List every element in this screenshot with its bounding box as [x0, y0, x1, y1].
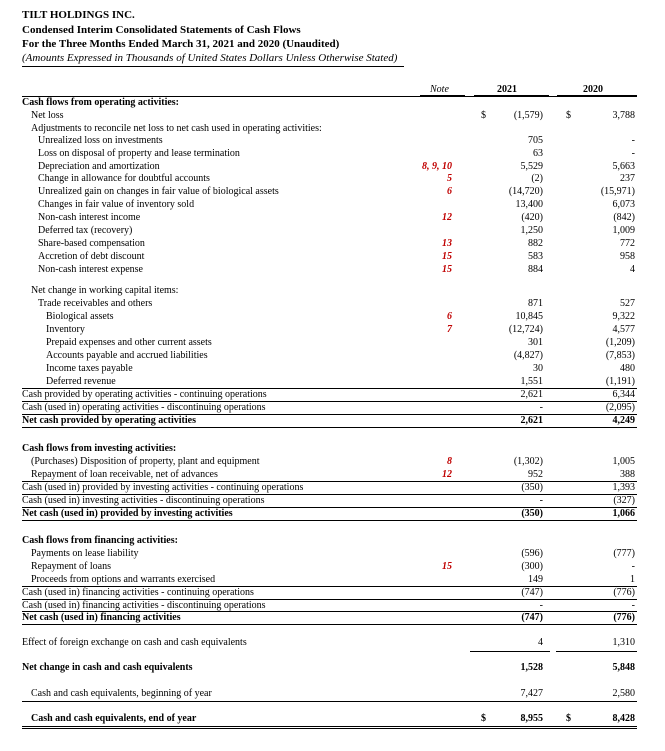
table-row: [0, 375, 665, 388]
table-row: [0, 250, 665, 263]
value-2021: 1,528: [520, 662, 543, 673]
value-2020: -: [631, 561, 635, 572]
value-2020: -: [631, 600, 635, 611]
value-2020: 2,580: [612, 688, 635, 699]
value-2020: 527: [620, 298, 635, 309]
value-2020: (2,095): [605, 402, 635, 413]
row-rule: [22, 624, 637, 625]
row-label: Deferred tax (recovery): [38, 225, 133, 236]
total-label: Net cash (used in) provided by investing activities: [22, 508, 233, 519]
table-row: [0, 401, 665, 414]
value-2020: 1,310: [612, 637, 635, 648]
table-row: [0, 455, 665, 468]
value-2021: (747): [521, 587, 543, 598]
table-row: [0, 349, 665, 362]
value-2021: 8,955: [520, 713, 543, 724]
value-2021: (350): [521, 482, 543, 493]
row-rule: [22, 728, 637, 729]
table-row: [0, 172, 665, 185]
value-2020: 237: [620, 173, 635, 184]
value-2021: (4,827): [513, 350, 543, 361]
table-row: [0, 547, 665, 560]
table-row: [0, 297, 665, 310]
note-reference: 5: [447, 173, 452, 184]
row-label: Depreciation and amortization: [38, 161, 160, 172]
value-2020: 958: [620, 251, 635, 262]
statement-units: (Amounts Expressed in Thousands of United States Dollars Unless Otherwise Stated): [22, 52, 398, 64]
row-label: Net loss: [31, 110, 64, 121]
row-label: Cash (used in) investing activities - discontinuing operations: [22, 495, 265, 506]
value-2021: (14,720): [508, 186, 543, 197]
value-2021: (2): [531, 173, 543, 184]
value-2021: -: [539, 402, 543, 413]
row-label: Accretion of debt discount: [38, 251, 145, 262]
table-row: [0, 96, 665, 109]
row-label: Trade receivables and others: [38, 298, 153, 309]
table-row: [0, 147, 665, 160]
value-2021: 63: [533, 148, 543, 159]
note-reference: 12: [442, 212, 452, 223]
table-row: [0, 362, 665, 375]
note-reference: 6: [447, 186, 452, 197]
table-row: [0, 211, 665, 224]
value-2020: 772: [620, 238, 635, 249]
value-2021: 882: [528, 238, 543, 249]
table-row: [0, 481, 665, 494]
dollar-sign: $: [566, 110, 571, 121]
subtotal-rule: [470, 651, 550, 652]
row-label: Effect of foreign exchange on cash and cash equivalents: [22, 637, 247, 648]
value-2021: 952: [528, 469, 543, 480]
column-2021: 2021: [497, 84, 517, 95]
company-name: TILT HOLDINGS INC.: [22, 9, 135, 21]
value-2020: 4: [630, 264, 635, 275]
value-2021: (747): [521, 612, 543, 623]
value-2020: 5,663: [612, 161, 635, 172]
table-row: [0, 310, 665, 323]
value-2020: 5,848: [612, 662, 635, 673]
value-2020: (1,191): [605, 376, 635, 387]
value-2021: 13,400: [515, 199, 543, 210]
section-heading: Cash flows from operating activities:: [22, 97, 180, 108]
value-2020: (327): [613, 495, 635, 506]
table-row: [0, 586, 665, 599]
note-reference: 8, 9, 10: [422, 161, 452, 172]
table-row: [0, 198, 665, 211]
row-label: Repayment of loans: [31, 561, 111, 572]
value-2020: 4,577: [612, 324, 635, 335]
value-2020: (777): [613, 548, 635, 559]
row-label: Payments on lease liability: [31, 548, 139, 559]
total-label: Net change in cash and cash equivalents: [22, 662, 193, 673]
table-row: [0, 263, 665, 276]
note-reference: 15: [442, 264, 452, 275]
row-label: Accounts payable and accrued liabilities: [46, 350, 208, 361]
section-heading: Cash flows from investing activities:: [22, 443, 177, 454]
row-rule: [22, 701, 637, 702]
value-2020: 388: [620, 469, 635, 480]
table-row: [0, 224, 665, 237]
total-label: Net cash (used in) financing activities: [22, 612, 181, 623]
value-2021: 4: [538, 637, 543, 648]
table-row: [0, 284, 665, 297]
value-2021: 2,621: [520, 415, 543, 426]
row-label: Cash and cash equivalents, beginning of year: [31, 688, 212, 699]
value-2021: (596): [521, 548, 543, 559]
value-2021: 1,551: [520, 376, 543, 387]
table-row: [0, 636, 665, 649]
note-reference: 12: [442, 469, 452, 480]
statement-title: Condensed Interim Consolidated Statements of Cash Flows: [22, 24, 301, 36]
value-2020: (776): [613, 587, 635, 598]
value-2021: (1,302): [513, 456, 543, 467]
value-2021: (1,579): [513, 110, 543, 121]
statement-period: For the Three Months Ended March 31, 2021 and 2020 (Unaudited): [22, 38, 340, 50]
value-2020: 6,073: [612, 199, 635, 210]
value-2020: 1,005: [612, 456, 635, 467]
subsection-heading: Net change in working capital items:: [31, 285, 179, 296]
row-label: Cash (used in) financing activities - discontinuing operations: [22, 600, 266, 611]
value-2020: 480: [620, 363, 635, 374]
row-label: Adjustments to reconcile net loss to net cash used in operating activities:: [31, 123, 322, 134]
table-row: [0, 323, 665, 336]
dollar-sign: $: [481, 110, 486, 121]
row-label: Cash (used in) operating activities - discontinuing operations: [22, 402, 266, 413]
table-row: [0, 336, 665, 349]
value-2020: 1,393: [612, 482, 635, 493]
value-2020: (7,853): [605, 350, 635, 361]
value-2021: -: [539, 495, 543, 506]
value-2021: (300): [521, 561, 543, 572]
dollar-sign: $: [481, 713, 486, 724]
row-label: Share-based compensation: [38, 238, 145, 249]
row-label: Cash (used in) financing activities - continuing operations: [22, 587, 254, 598]
value-2021: 2,621: [520, 389, 543, 400]
value-2020: 1,009: [612, 225, 635, 236]
note-reference: 7: [447, 324, 452, 335]
value-2020: (15,971): [600, 186, 635, 197]
row-label: Proceeds from options and warrants exercised: [31, 574, 216, 585]
section-heading: Cash flows from financing activities:: [22, 535, 178, 546]
note-reference: 6: [447, 311, 452, 322]
value-2021: 871: [528, 298, 543, 309]
value-2021: (420): [521, 212, 543, 223]
value-2021: (350): [521, 508, 543, 519]
table-row: [0, 661, 665, 674]
row-label: Inventory: [46, 324, 85, 335]
header-underline: [22, 66, 404, 67]
table-row: [0, 109, 665, 122]
row-label: Unrealized loss on investments: [38, 135, 163, 146]
value-2021: 884: [528, 264, 543, 275]
row-label: Income taxes payable: [46, 363, 133, 374]
row-label: Repayment of loan receivable, net of advances: [31, 469, 218, 480]
value-2020: 3,788: [612, 110, 635, 121]
value-2020: (776): [613, 612, 635, 623]
table-row: [0, 237, 665, 250]
value-2021: 301: [528, 337, 543, 348]
value-2020: (842): [613, 212, 635, 223]
column-2020: 2020: [583, 84, 603, 95]
row-rule: [22, 726, 637, 727]
table-row: [0, 468, 665, 481]
value-2020: 8,428: [612, 713, 635, 724]
row-label: Biological assets: [46, 311, 114, 322]
value-2020: -: [631, 135, 635, 146]
row-label: (Purchases) Disposition of property, plant and equipment: [31, 456, 260, 467]
row-label: Non-cash interest expense: [38, 264, 143, 275]
row-label: Changes in fair value of inventory sold: [38, 199, 195, 210]
value-2020: 1: [630, 574, 635, 585]
subtotal-rule: [556, 651, 637, 652]
value-2021: 1,250: [520, 225, 543, 236]
value-2021: -: [539, 600, 543, 611]
row-label: Prepaid expenses and other current assets: [46, 337, 212, 348]
table-row: [0, 388, 665, 401]
table-row: [0, 414, 665, 427]
value-2020: (1,209): [605, 337, 635, 348]
row-label: Unrealized gain on changes in fair value of biological assets: [38, 186, 279, 197]
row-rule: [22, 427, 637, 428]
value-2020: 4,249: [612, 415, 635, 426]
table-row: [0, 573, 665, 586]
column-note: Note: [430, 84, 449, 95]
note-reference: 15: [442, 251, 452, 262]
table-row: [0, 687, 665, 700]
table-row: [0, 134, 665, 147]
table-row: [0, 534, 665, 547]
row-label: Change in allowance for doubtful accounts: [38, 173, 210, 184]
note-reference: 15: [442, 561, 452, 572]
row-label: Non-cash interest income: [38, 212, 141, 223]
table-row: [0, 442, 665, 455]
table-row: [0, 507, 665, 520]
value-2021: 7,427: [520, 688, 543, 699]
note-reference: 13: [442, 238, 452, 249]
value-2020: 9,322: [612, 311, 635, 322]
table-row: [0, 185, 665, 198]
table-row: [0, 494, 665, 507]
row-rule: [22, 520, 637, 521]
value-2021: 583: [528, 251, 543, 262]
table-row: [0, 712, 665, 725]
row-label: Deferred revenue: [46, 376, 116, 387]
value-2020: 1,066: [612, 508, 635, 519]
value-2021: 705: [528, 135, 543, 146]
value-2021: 149: [528, 574, 543, 585]
value-2021: 10,845: [515, 311, 543, 322]
value-2021: (12,724): [508, 324, 543, 335]
table-row: [0, 611, 665, 624]
value-2021: 30: [533, 363, 543, 374]
row-label: Cash (used in) provided by investing activities - continuing operations: [22, 482, 304, 493]
note-reference: 8: [447, 456, 452, 467]
value-2020: 6,344: [612, 389, 635, 400]
value-2020: -: [631, 148, 635, 159]
row-label: Loss on disposal of property and lease termination: [38, 148, 240, 159]
table-row: [0, 560, 665, 573]
row-label: Cash provided by operating activities - continuing operations: [22, 389, 267, 400]
total-label: Cash and cash equivalents, end of year: [31, 713, 197, 724]
dollar-sign: $: [566, 713, 571, 724]
value-2021: 5,529: [520, 161, 543, 172]
total-label: Net cash provided by operating activities: [22, 415, 196, 426]
